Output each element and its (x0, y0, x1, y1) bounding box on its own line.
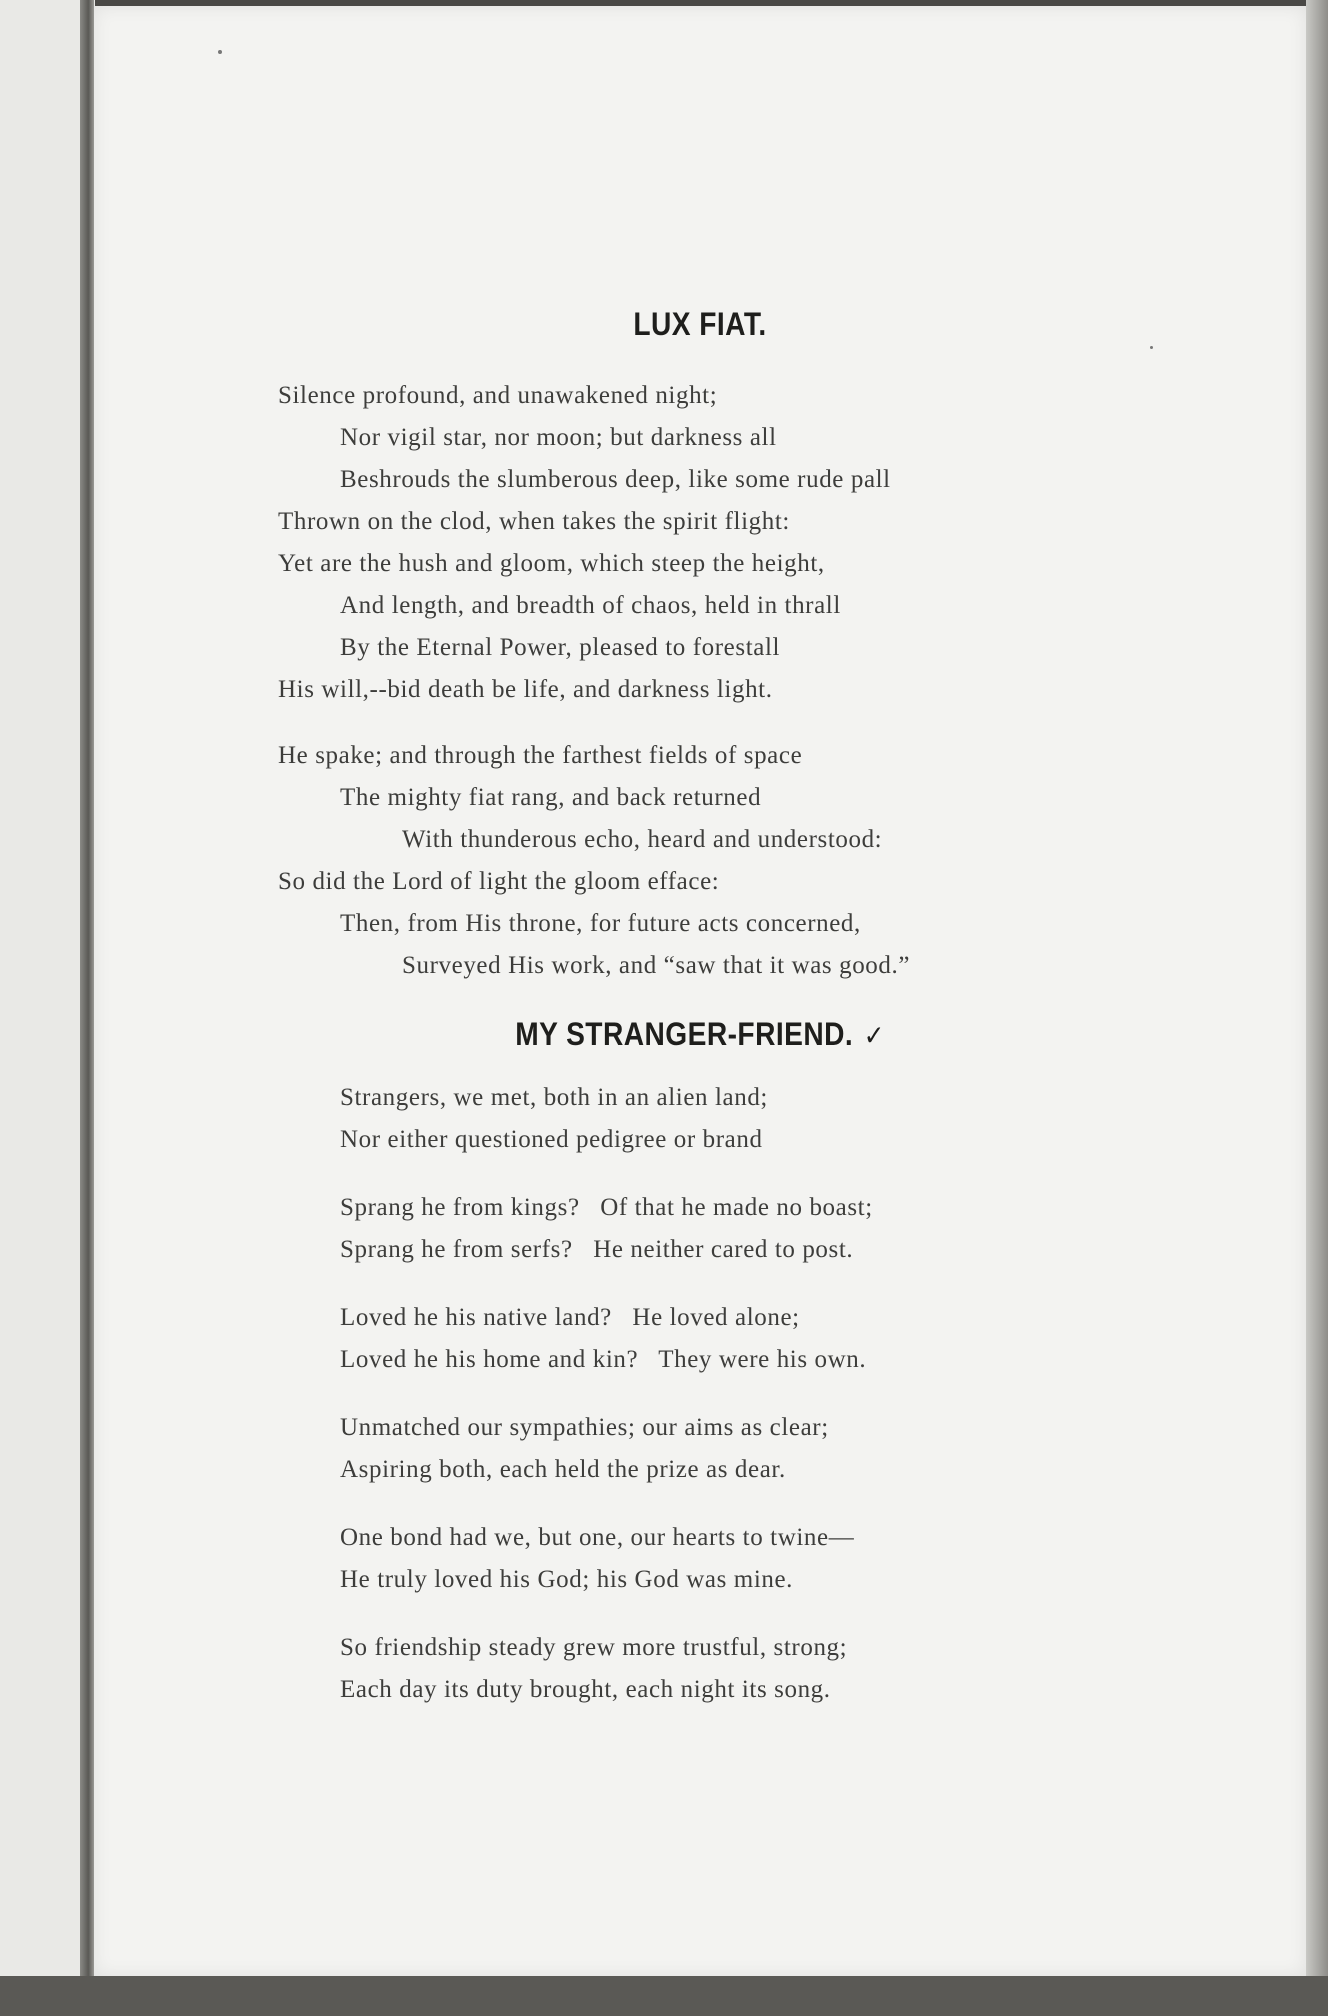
bottom-edge (0, 1976, 1328, 2016)
poem-line: With thunderous echo, heard and understood: (402, 826, 883, 853)
check-mark-icon: ✓ (863, 1019, 885, 1052)
poem-line: The mighty fiat rang, and back returned (340, 784, 762, 811)
poem-line: Loved he his native land? He loved alone; (340, 1304, 800, 1331)
poem-line: His will,--bid death be life, and darkness light. (278, 676, 773, 703)
poem-line: Surveyed His work, and “saw that it was good.” (402, 952, 911, 979)
poem-line: Loved he his home and kin? They were his own. (340, 1346, 867, 1373)
book-spine (80, 0, 94, 1980)
poem-line: So friendship steady grew more trustful, strong; (340, 1634, 848, 1661)
poem-line: Nor either questioned pedigree or brand (340, 1126, 763, 1153)
poem-line: Silence profound, and unawakened night; (278, 382, 718, 409)
poem-line: Beshrouds the slumberous deep, like some rude pall (340, 466, 891, 493)
poem-line: So did the Lord of light the gloom efface: (278, 868, 720, 895)
poem-title-text: MY STRANGER-FRIEND. (515, 1016, 854, 1052)
poem-line: Thrown on the clod, when takes the spirit flight: (278, 508, 790, 535)
right-page-edge (1306, 0, 1328, 1990)
poem-line: Aspiring both, each held the prize as dear. (340, 1456, 786, 1483)
poem-line: He truly loved his God; his God was mine. (340, 1566, 794, 1593)
poem-line: Strangers, we met, both in an alien land; (340, 1084, 768, 1111)
poem-line: And length, and breadth of chaos, held in thrall (340, 592, 841, 619)
ink-speck (218, 50, 222, 54)
poem-line: Yet are the hush and gloom, which steep the height, (278, 550, 825, 577)
poem-line: Each day its duty brought, each night its song. (340, 1676, 831, 1703)
poem-title-stranger-friend (167, 1016, 1234, 1053)
poem-title-lux-fiat: LUX FIAT. (633, 306, 767, 342)
poem-line: Sprang he from serfs? He neither cared to post. (340, 1236, 854, 1263)
poem-line: Unmatched our sympathies; our aims as clear; (340, 1414, 829, 1441)
poem-line: By the Eternal Power, pleased to forestall (340, 634, 781, 661)
page (94, 6, 1306, 1976)
poem-line: He spake; and through the farthest fields of space (278, 742, 803, 769)
ink-speck (1150, 346, 1153, 349)
poem-line: Then, from His throne, for future acts concerned, (340, 910, 861, 937)
poem-line: One bond had we, but one, our hearts to twine— (340, 1524, 855, 1551)
poem-line: Nor vigil star, nor moon; but darkness all (340, 424, 777, 451)
poem-line: Sprang he from kings? Of that he made no boast; (340, 1194, 873, 1221)
